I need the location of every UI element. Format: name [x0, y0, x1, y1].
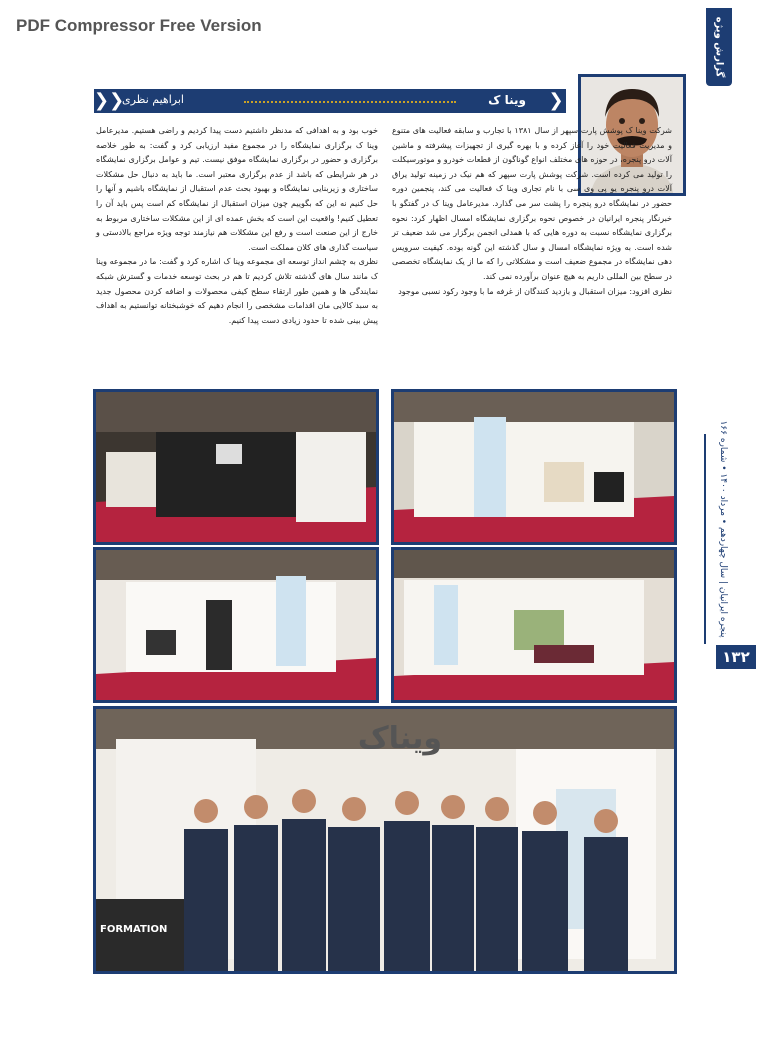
article-title: وینا ک [488, 93, 526, 107]
watermark: PDF Compressor Free Version [16, 16, 262, 35]
text-column-left [96, 124, 378, 382]
chevron-right-icon: ❯ [548, 90, 564, 111]
paragraph: نظری به چشم انداز توسعه ای مجموعه وینا ک اشاره کرد و گفت: ما در مجموعه وینا ک مانند سال های گذشته تلاش کردیم تا هم در بحث توسعه خدمات و گسترش شبکه نمایندگی ها و همین طور ارتقاء سطح کیفی محصولات و اضافه کردن محصول جدید به سبد کالایی مان اقدامات مشخصی را انجام دهیم که خوشبختانه توانستیم به اهداف پیش بینی شده تا حدود زیادی دست پیدا کنیم. [96, 257, 378, 325]
paragraph: خوب بود و به اهدافی که مدنظر داشتیم دست پیدا کردیم و راضی هستیم. مدیرعامل وینا ک برگزاری نمایشگاه را در مجموع مفید ارزیابی کرد و گفت: به طور خلاصه برگزاری و حضور در برگزاری نمایشگاه موفق نیست. تیم و عوامل برگزاری نمایشگاه در هر شرایطی که باشد از عدم برگزاری معتبر است. ما باید به دنبال حل مشکلات ساختاری و زیربنایی نمایشگاه و بهبود بحث عدم استقبال از نمایشگاه باشیم و آنها را حل کنیم نه این که بگوییم چون میزان استقبال از نمایشگاه کم است پس باید آن را تعطیل کنیم! واقعیت این است که بخش عمده ای از این مشکلات ساختاری مربوط به خارج از این صنعت است و رفع این مشکلات هم نیازمند توجه ویژه مراجع بالادستی و سیاست گذاری های کلان مملکت است. [96, 126, 378, 252]
text-column-right [392, 124, 672, 382]
team-photo [93, 706, 677, 974]
chevron-left-icon: ❯❯ [94, 90, 125, 111]
article-author: ابراهیم نظری [122, 93, 184, 106]
booth-photo-1 [93, 389, 379, 545]
booth-sign: FORMATION [100, 924, 168, 935]
section-tab-label: گزارش ویژه [713, 16, 725, 78]
booth-photo-2 [391, 389, 677, 545]
magazine-info-label: پنجره ایرانیان | سال چهاردهم • مرداد ۱۴۰۰ • شماره ۱۶۶ [718, 420, 728, 638]
article-header [94, 89, 566, 113]
booth-photo-4 [391, 547, 677, 703]
sidebar-rule [704, 434, 706, 644]
section-tab [706, 8, 732, 86]
booth-photo-3 [93, 547, 379, 703]
header-divider [244, 101, 456, 103]
page-number: ۱۳۲ [716, 645, 756, 669]
paragraph: شرکت وینا ک پوشش پارت سپهر از سال ۱۳۸۱ با تجارب و سابقه فعالیت های متنوع و مدیریت فعالیت خود را آغاز کرده و با بهره گیری از تجهیزات پیشرفته و ماشین آلات درو پنجره، در حوزه های مختلف انواع گوناگون از قطعات خودرو و موتورسیکلت را تولید می کرده است. شرکت پوشش پارت سپهر که هم نیک در زمینه تولید یراق آلات درو پنجره یو پی وی سی با نام تجاری وینا ک فعالیت می کند، پنجمین دوره حضور در نمایشگاه درو پنجره را پشت سر می گذارد. مدیرعامل وینا ک در گفتگو با خبرنگار پنجره ایرانیان در خصوص نحوه برگزاری نمایشگاه امسال اظهار کرد: نحوه برگزاری نمایشگاه نسبت به دوره هایی که با همدلی انجمن برگزار می شد ضعیف تر شده است. به ویژه نمایشگاه امسال و سال گذشته این گونه بوده. کیفیت سرویس دهی نمایشگاه در مجموع ضعیف است و مشکلاتی را که ما از یک نمایشگاه تخصصی در سطح بین المللی داریم به هیچ عنوان برآورده نمی کند. [392, 126, 672, 281]
vinak-logo: ویناک [357, 721, 442, 756]
paragraph: نظری افزود: میزان استقبال و بازدید کنندگان از غرفه ما با وجود رکود نسبی موجود [398, 286, 672, 296]
magazine-info [716, 420, 730, 638]
